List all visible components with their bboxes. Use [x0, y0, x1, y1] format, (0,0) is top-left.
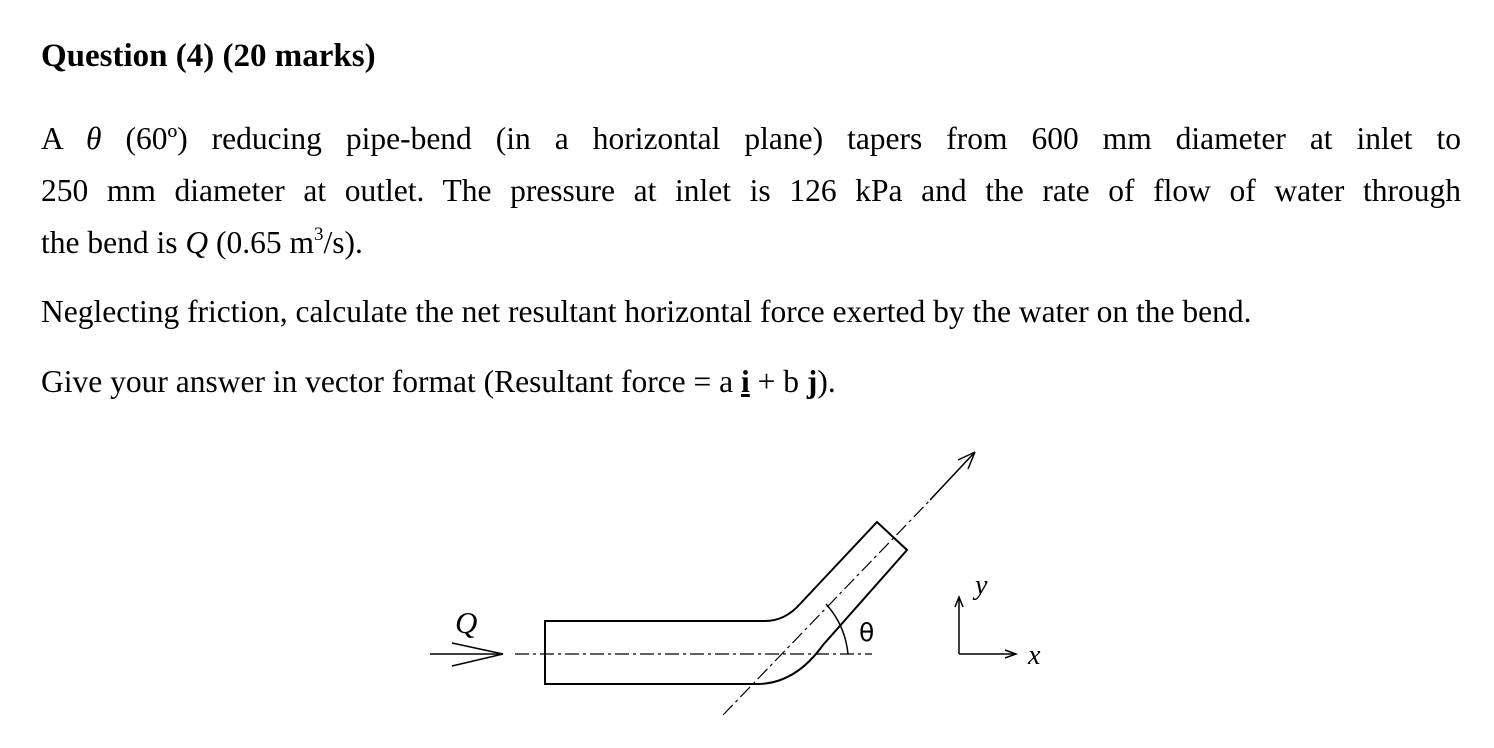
text-run: + b [749, 364, 807, 399]
question-title: Question (4) (20 marks) [41, 38, 376, 74]
y-axis-label: y [975, 570, 988, 601]
flow-rate-label: Q [455, 605, 478, 640]
pipe-bend-outline [545, 522, 907, 684]
superscript: 3 [313, 223, 324, 245]
x-axis-label: x [1028, 640, 1041, 671]
instruction-text: Neglecting friction, calculate the net resultant horizontal force exerted by the water on the bend. [41, 294, 1252, 329]
text-run: (0.65 m [208, 225, 314, 260]
text-run: /s). [323, 225, 363, 260]
unit-vector-j: j [806, 364, 818, 399]
text-run: A [41, 121, 86, 156]
unit-vector-i: i [741, 364, 750, 399]
text-run: Give your answer in vector format (Resultant force = a [41, 364, 742, 399]
outlet-arrow-shaft [930, 452, 975, 500]
text-run: ). [817, 364, 836, 399]
angled-centerline [723, 495, 935, 715]
text-run: the bend is [41, 225, 186, 260]
q-symbol: Q [185, 225, 209, 260]
text-run: (60º) reducing pipe-bend (in a horizontal plane) tapers from 600 mm diameter at inlet to [101, 121, 1461, 156]
theta-label: θ [859, 618, 875, 647]
statement-line-2: 250 mm diameter at outlet. The pressure at inlet is 126 kPa and the rate of flow of water through [41, 173, 1461, 208]
theta-symbol: θ [86, 121, 102, 156]
